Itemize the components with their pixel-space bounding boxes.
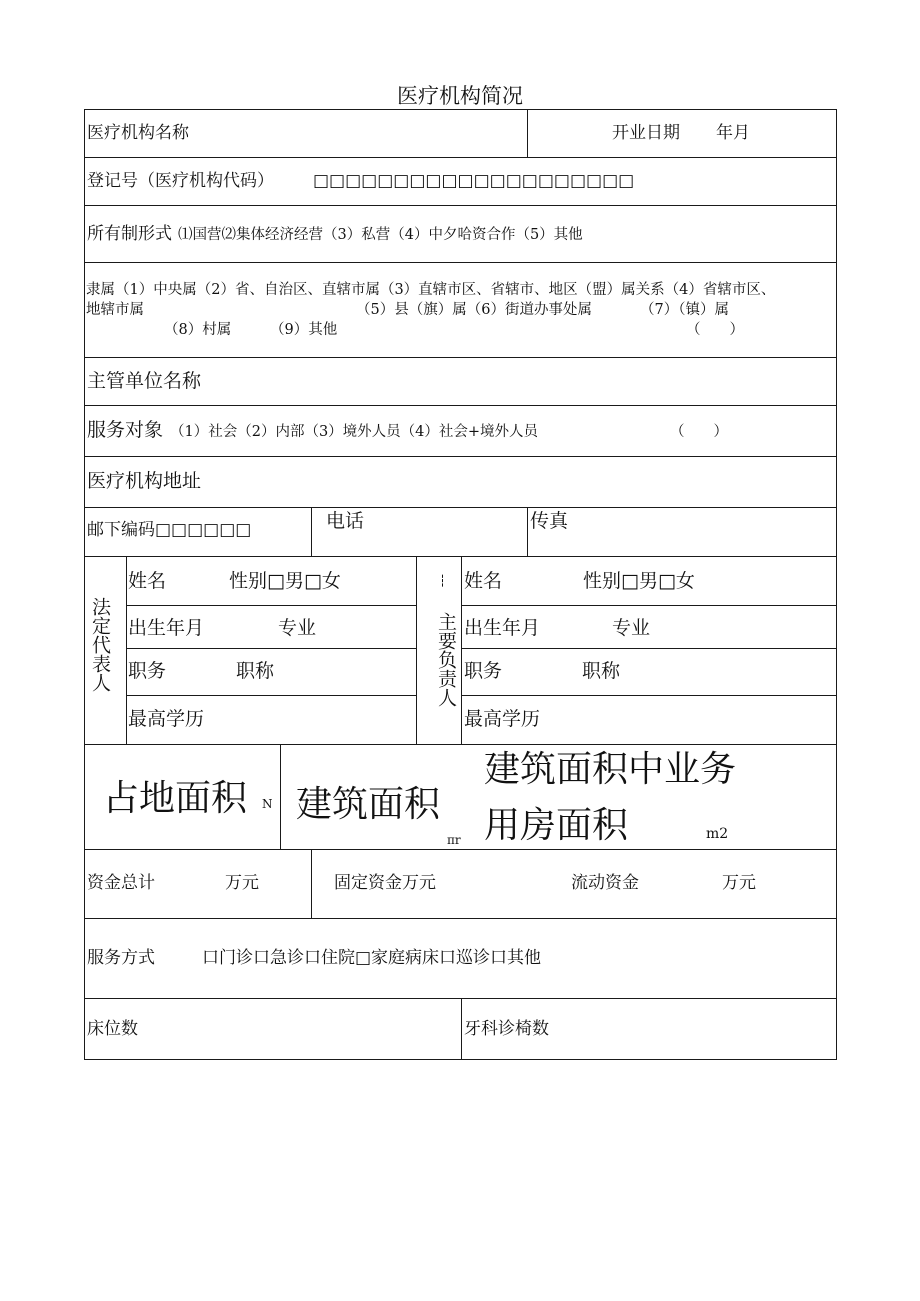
head-title-label: 职称 bbox=[582, 660, 621, 682]
total-funds-label: 资金总计 bbox=[87, 873, 155, 893]
legal-birth-label: 出生年月 bbox=[128, 617, 205, 639]
affiliation-line-3a: （8）村属 bbox=[164, 322, 232, 338]
head-education-label: 最高学历 bbox=[464, 708, 541, 730]
registration-label: 登记号（医疗机构代码） bbox=[87, 171, 274, 191]
legal-education-label: 最高学历 bbox=[128, 708, 205, 730]
head-gender-label: 性别□男□女 bbox=[583, 570, 695, 592]
address-label: 医疗机构地址 bbox=[87, 470, 202, 492]
affiliation-line-2b: （5）县（旗）属（6）街道办事处属 bbox=[356, 302, 592, 318]
business-area-unit: m2 bbox=[706, 826, 729, 842]
ownership-label: 所有制形式 bbox=[87, 224, 172, 244]
flow-funds-unit: 万元 bbox=[722, 873, 756, 893]
institution-name-label: 医疗机构名称 bbox=[87, 123, 189, 143]
open-date-label: 开业日期 bbox=[612, 123, 680, 143]
ownership-options: ⑴国营⑵集体经济经营（3）私营（4）中夕哈资合作（5）其他 bbox=[178, 227, 583, 243]
supervisor-dept-label: 主管单位名称 bbox=[87, 370, 202, 392]
legal-major-label: 专业 bbox=[278, 617, 317, 639]
head-name-label: 姓名 bbox=[464, 570, 503, 592]
registration-code-boxes: □□□□□□□□□□□□□□□□□□□□ bbox=[313, 171, 635, 191]
legal-name-label: 姓名 bbox=[128, 570, 167, 592]
affiliation-line-2a: 地辖市属 bbox=[86, 302, 144, 318]
beds-label: 床位数 bbox=[87, 1019, 138, 1039]
fixed-funds-label: 固定资金万元 bbox=[334, 873, 436, 893]
dental-chairs-label: 牙科诊椅数 bbox=[464, 1019, 549, 1039]
service-mode-options: 口门诊口急诊口住院□家庭病床口巡诊口其他 bbox=[202, 948, 542, 968]
legal-title-label: 职称 bbox=[236, 660, 275, 682]
page-title: 医疗机构简况 bbox=[397, 84, 523, 108]
land-area-unit: N bbox=[262, 797, 273, 811]
business-area-label-1: 建筑面积中业务 bbox=[484, 749, 737, 790]
legal-gender-label: 性别□男□女 bbox=[229, 570, 341, 592]
building-area-unit: πr bbox=[447, 833, 461, 847]
flow-funds-label: 流动资金 bbox=[571, 873, 639, 893]
service-target-label: 服务对象 bbox=[87, 419, 164, 441]
head-dashes: --- bbox=[435, 574, 450, 588]
fax-label: 传真 bbox=[530, 510, 569, 532]
head-major-label: 专业 bbox=[612, 617, 651, 639]
affiliation-blank: （ ） bbox=[686, 322, 744, 338]
building-area-label: 建筑面积 bbox=[296, 784, 441, 825]
head-side-label: 主要负责人 bbox=[435, 612, 457, 707]
land-area-label: 占地面积 bbox=[103, 778, 248, 819]
service-mode-label: 服务方式 bbox=[87, 948, 155, 968]
service-target-options: （1）社会（2）内部（3）境外人员（4）社会+境外人员 bbox=[170, 424, 539, 440]
service-target-blank: （ ） bbox=[670, 424, 728, 440]
affiliation-line-2c: （7）（镇）属 bbox=[640, 302, 729, 318]
affiliation-line-3b: （9）其他 bbox=[270, 322, 338, 338]
head-position-label: 职务 bbox=[464, 660, 503, 682]
open-date-unit: 年月 bbox=[716, 123, 750, 143]
phone-label: 电话 bbox=[326, 510, 365, 532]
business-area-label-2: 用房面积 bbox=[484, 805, 629, 846]
total-funds-unit: 万元 bbox=[225, 873, 259, 893]
legal-position-label: 职务 bbox=[128, 660, 167, 682]
legal-rep-side-label: 法定代表人 bbox=[89, 597, 111, 692]
head-birth-label: 出生年月 bbox=[464, 617, 541, 639]
postcode-label: 邮下编码□□□□□□ bbox=[87, 520, 252, 540]
affiliation-line-1: 隶属（1）中央属（2）省、自治区、直辖市属（3）直辖市区、省辖市、地区（盟）属关系（4）省辖市区、 bbox=[86, 282, 776, 298]
